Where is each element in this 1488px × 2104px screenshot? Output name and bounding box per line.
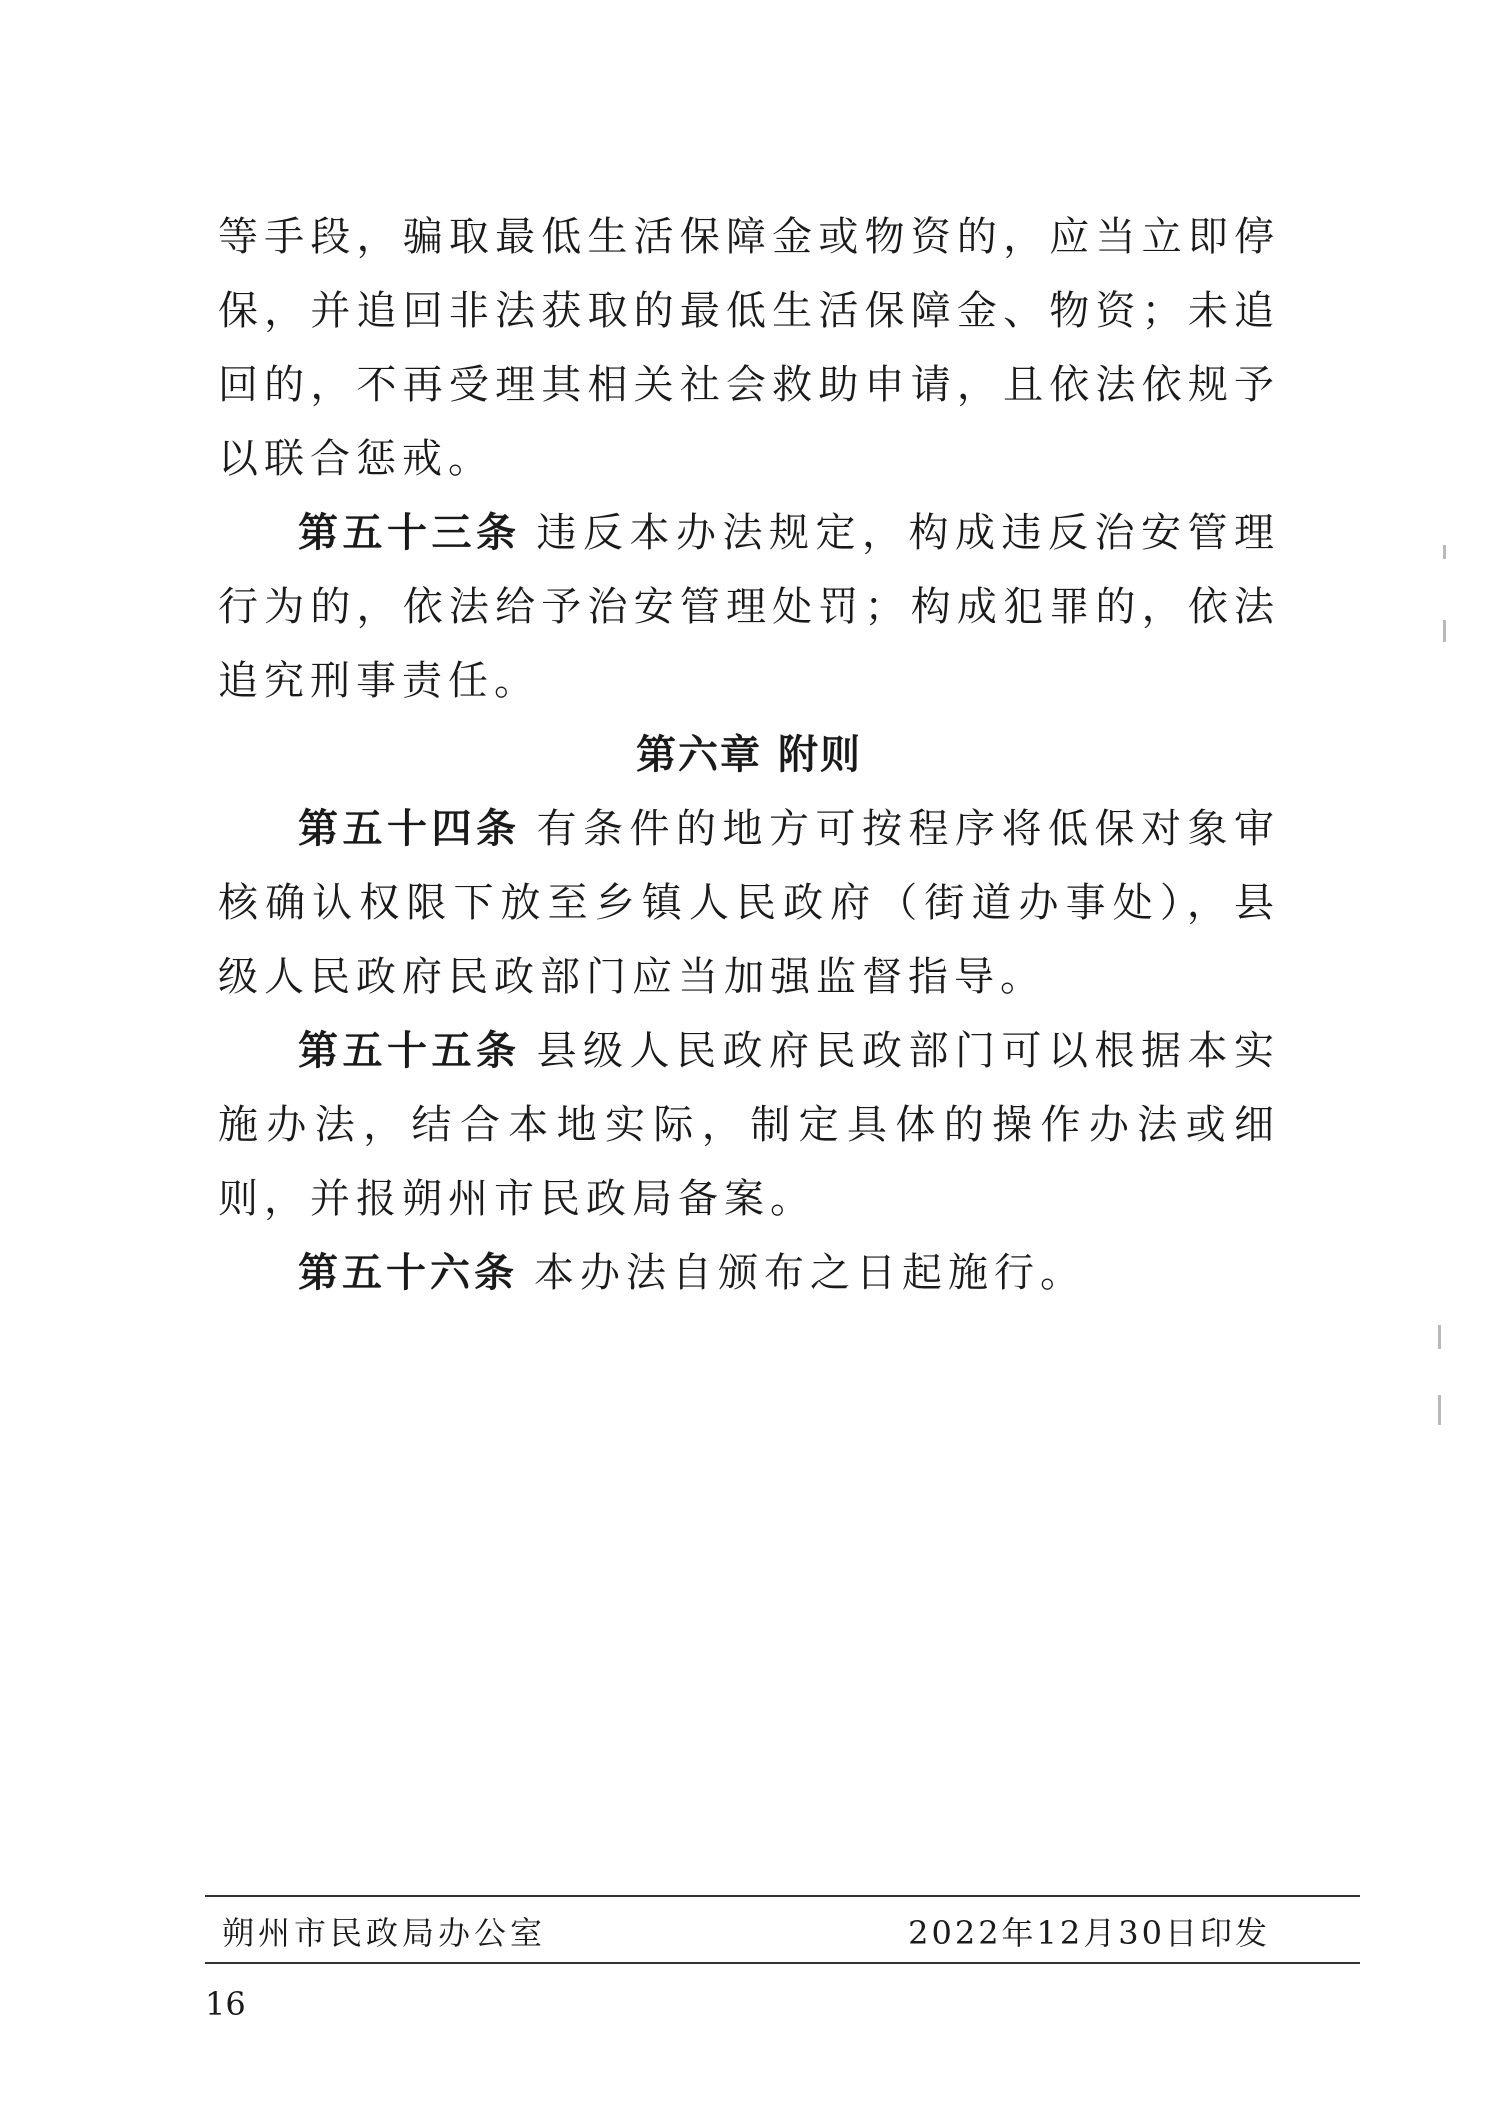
chapter-title: 第六章 附则: [636, 731, 862, 778]
article-text: 县级人民政府民政部门可以根据本实施办法，结合本地实际，制定具体的操作办法或细则，并报朔州市民政局备案。: [218, 1028, 1280, 1222]
article-text: 本办法自颁布之日起施行。: [534, 1250, 1086, 1296]
article-heading: 第五十六条: [298, 1249, 518, 1296]
article-text: 违反本办法规定，构成违反治安管理行为的，依法给予治安管理处罚；构成犯罪的，依法追究刑事责任。: [218, 510, 1280, 704]
page-number: 16: [205, 1985, 246, 2023]
article-56: [218, 1236, 1280, 1310]
scan-mark: [1443, 545, 1446, 559]
article-heading: 第五十三条: [298, 509, 521, 556]
footer-top-rule: [205, 1895, 1360, 1897]
footer-issuer: 朔州市民政局办公室: [222, 1914, 547, 1952]
document-body: [218, 200, 1280, 1310]
article-heading: 第五十五条: [298, 1027, 521, 1074]
scan-mark: [1438, 1325, 1441, 1349]
footer-bottom-rule: [205, 1962, 1360, 1964]
article-55: [218, 1014, 1280, 1236]
article-text: 有条件的地方可按程序将低保对象审核确认权限下放至乡镇人民政府（街道办事处），县级人民政府民政部门应当加强监督指导。: [218, 806, 1280, 1000]
continued-paragraph: 等手段，骗取最低生活保障金或物资的，应当立即停保，并追回非法获取的最低生活保障金、物资；未追回的，不再受理其相关社会救助申请，且依法依规予以联合惩戒。: [218, 214, 1280, 482]
scan-mark: [1438, 1395, 1441, 1425]
article-54: [218, 792, 1280, 1014]
footer-date: 2022年12月30日印发: [908, 1914, 1270, 1952]
scan-mark: [1443, 620, 1446, 642]
article-heading: 第五十四条: [298, 805, 521, 852]
article-53: [218, 496, 1280, 718]
